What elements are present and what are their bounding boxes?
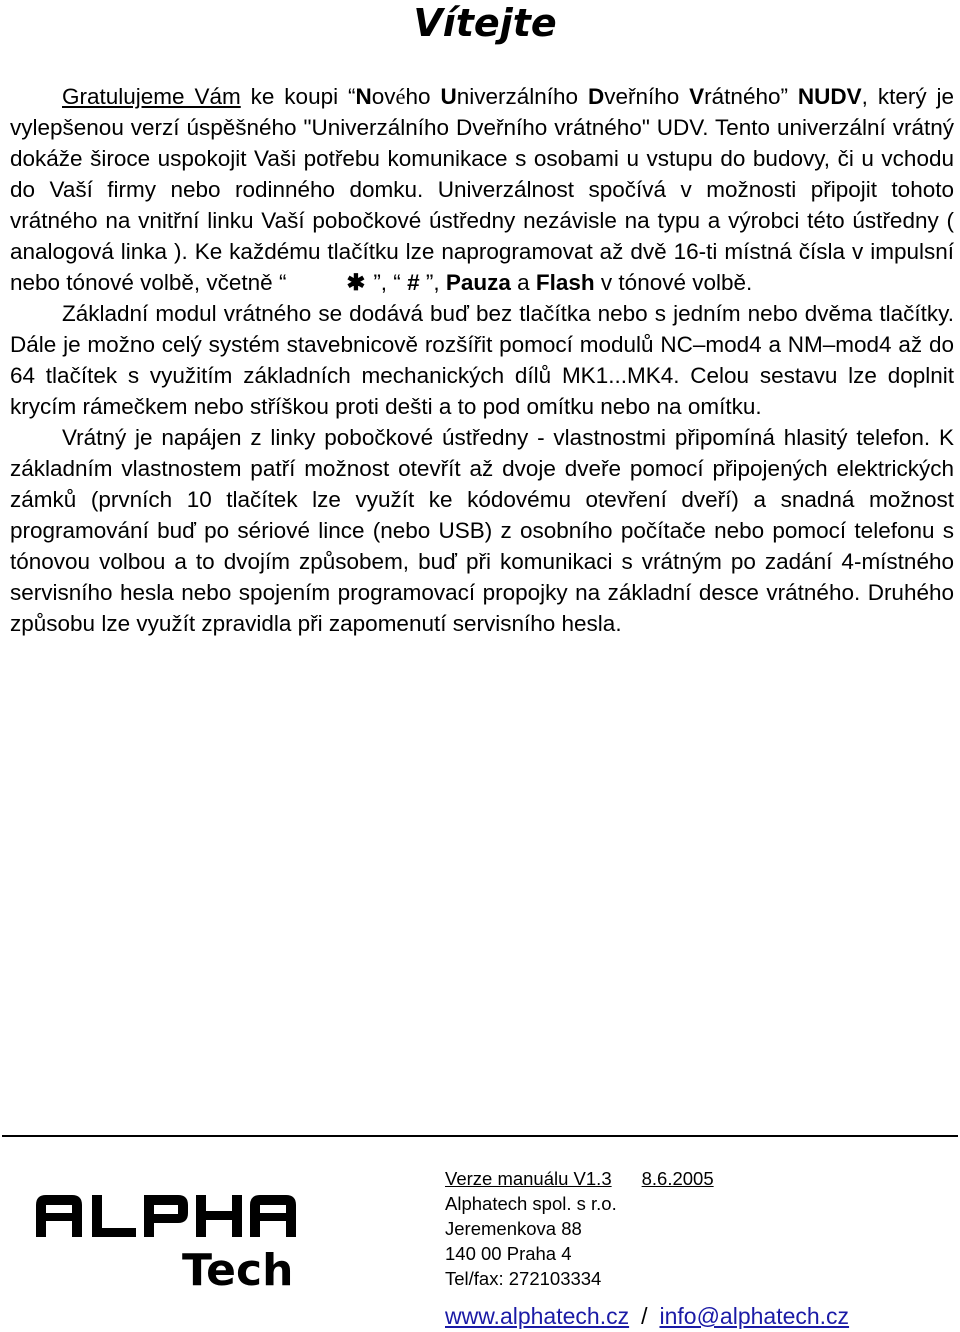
features-paragraph: Vrátný je napájen z linky pobočkové ústředny - vlastnostmi připomíná hlasitý telefon. K základním vlastnostem patří možnost otevřít až dvoje dveře pomocí připojených elektrických zámků (prvních 10 tlačítek lze využít ke kódovému otevření dveří) a snadná možnost programování buď po sériové lince (nebo USB) z osobního počítače nebo pomocí telefonu s tónovou volbou a to dvojím způsobem, buď při komunikaci s vrátným po zadání 4-místného servisního hesla nebo spojením programovací propojky na základní desce vrátného. Druhého způsobu lze využít zpravidla při zapomenutí servisního hesla. xyxy=(10,425,954,636)
text-span: é xyxy=(395,84,406,109)
email-link[interactable]: info@alphatech.cz xyxy=(659,1303,850,1329)
text-span: niverzálního xyxy=(456,84,588,109)
intro-paragraph xyxy=(10,81,954,298)
text-span: ho xyxy=(405,84,441,109)
initial-d: D xyxy=(587,84,605,109)
website-link[interactable]: www.alphatech.cz xyxy=(445,1303,630,1329)
pause-key: Pauza xyxy=(445,270,511,295)
modules-paragraph: Základní modul vrátného se dodává buď bez tlačítka nebo s jedním nebo dvěma tlačítky. Dále je možno celý systém stavebnicově rozšířit pomocí modulů NC–mod4 a NM–mod4 až do 64 tlačítek s využitím základních mechanických dílů MK1...MK4. Celou sestavu lze doplnit krycím rámečkem nebo stříškou proti dešti a to pod omítku nebo na omítku. xyxy=(10,301,954,419)
city-address: 140 00 Praha 4 xyxy=(445,1243,572,1264)
manual-date: 8.6.2005 xyxy=(641,1168,714,1189)
text-span: ov xyxy=(371,84,396,109)
footer-info xyxy=(445,1166,955,1331)
company-name: Alphatech spol. s r.o. xyxy=(445,1193,617,1214)
link-separator: / xyxy=(641,1303,648,1329)
greeting: Gratulujeme Vám xyxy=(62,84,241,109)
text-span: a xyxy=(510,270,536,295)
text-span: , který je vylepšenou verzí úspěšného "Univerzálního Dveřního vrátného" UDV. Tento univerzální vrátný dokáže široce uspokojit Vaši potřebu komunikace s osobami u vstupu do budovy, či u vchodu do Vaší firmy nebo rodinného domku. Univerzálnost spočívá v možnosti připojit tohoto vrátného na vnitřní linku Vaší pobočkové ústředny nezávisle na typu a výrobci této ústředny ( analogová linka ). Ke každému tlačítku lze naprogramovat až dvě 16-ti místná čísla v impulsní nebo tónové volbě, včetně “ xyxy=(10,84,954,295)
initial-v: V xyxy=(689,84,705,109)
flash-key: Flash xyxy=(535,270,595,295)
star-key-icon: ✱ xyxy=(346,270,366,295)
text-span: veřního xyxy=(604,84,690,109)
body-text xyxy=(10,81,954,639)
manual-version: Verze manuálu V1.3 xyxy=(445,1168,612,1189)
version-line xyxy=(445,1166,955,1191)
alphatech-logo xyxy=(32,1187,302,1295)
page-title: Vítejte xyxy=(413,1,557,45)
text-span: v tónové volbě. xyxy=(594,270,753,295)
initial-n: N xyxy=(355,84,372,109)
contact-links xyxy=(445,1301,955,1331)
footer-divider xyxy=(2,1135,958,1137)
text-span: ke koupi “ xyxy=(240,84,356,109)
initial-u: U xyxy=(440,84,457,109)
product-code: NUDV xyxy=(797,84,862,109)
street-address: Jeremenkova 88 xyxy=(445,1218,582,1239)
text-span: ”, xyxy=(419,270,446,295)
text-span: ”, “ xyxy=(373,270,408,295)
text-span: rátného” xyxy=(704,84,798,109)
hash-key: # xyxy=(407,270,420,295)
phone-fax: Tel/fax: 272103334 xyxy=(445,1268,602,1289)
logo-tech-text: Tech xyxy=(182,1245,294,1295)
